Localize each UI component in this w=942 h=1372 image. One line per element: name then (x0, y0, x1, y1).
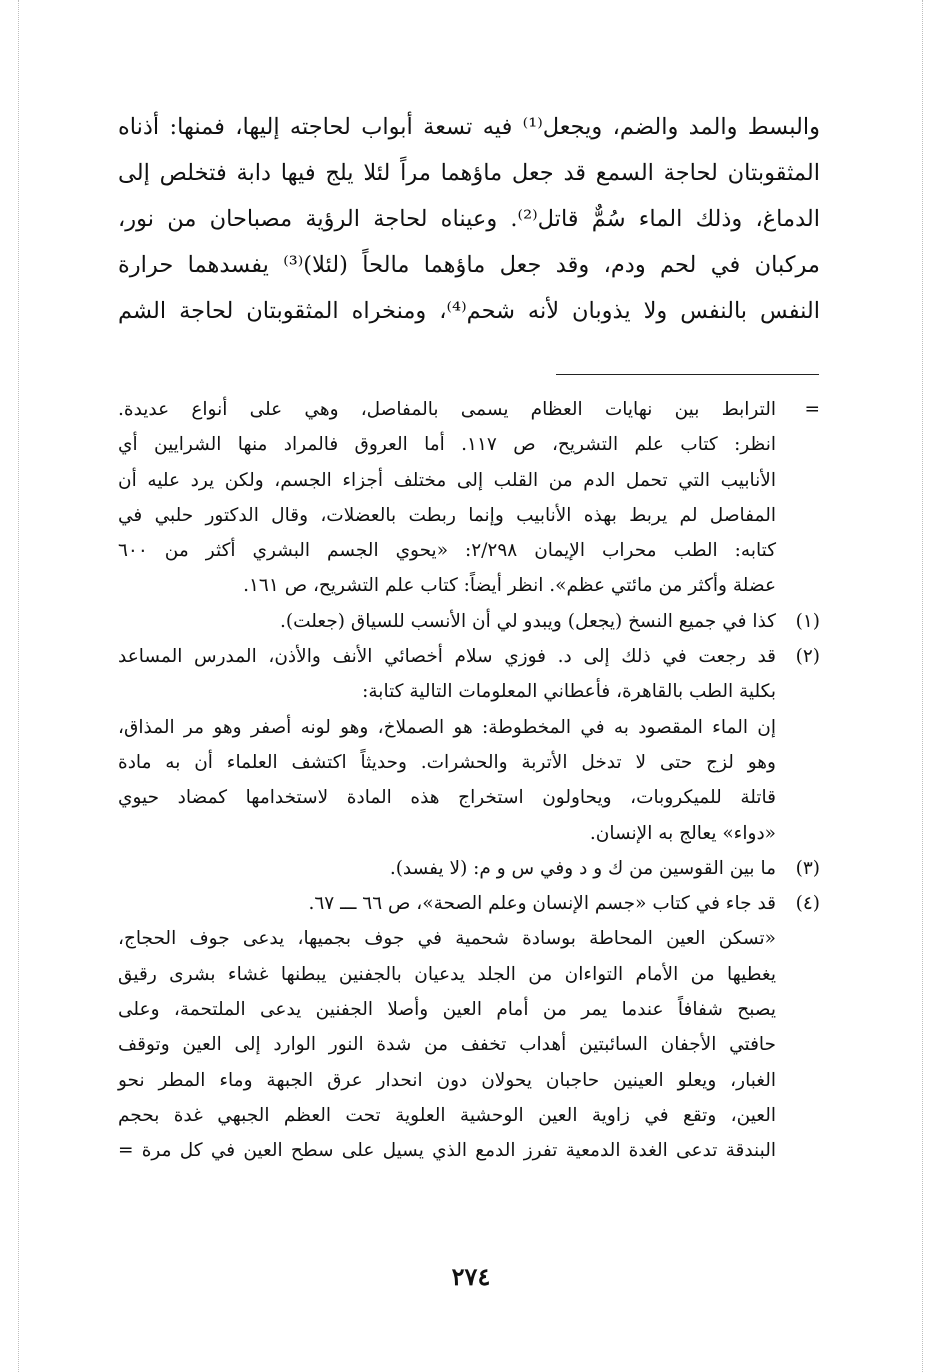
right-edge-dots (922, 0, 924, 1372)
footnote-line (118, 392, 820, 427)
footnote-marker: (٢) (795, 646, 820, 668)
footnote-text: وهو لزج حتى لا تدخل الأتربة والحشرات. وحديثاً اكتشف العلماء أن به مادة (118, 751, 776, 773)
footnote-line (118, 780, 820, 815)
footnote-line (118, 1063, 820, 1098)
footnote-line (118, 639, 820, 674)
footnote-separator (556, 374, 819, 375)
body-line-4: مركبان في لحم ودم، وقد جعل ماؤهما مالحاً (لئلا)⁽³⁾ يفسدهما حرارة (118, 252, 820, 278)
footnote-line (118, 921, 820, 956)
footnote-line (118, 498, 820, 533)
footnote-text: المفاصل لم يربط بهذه الأنابيب وإنما ربطت بالعضلات، وقال الدكتور حلبي في (118, 504, 776, 526)
body-line-1: والبسط والمد والضم، ويجعل⁽¹⁾ فيه تسعة أبواب لحاجته إليها، فمنها: أذناه (118, 114, 820, 140)
footnote-marker: (١) (795, 610, 820, 632)
footnote-text: قد جاء في كتاب «جسم الإنسان وعلم الصحة»، ص ٦٦ ـــ ٦٧. (308, 893, 776, 915)
left-edge-dots (18, 0, 20, 1372)
main-text (118, 104, 820, 334)
footnote-text: كذا في جميع النسخ (يجعل) ويبدو لي أن الأنسب للسياق (جعلت). (280, 610, 776, 632)
footnote-text: إن الماء المقصود به في المخطوطة: هو الصملاخ، وهو لونه أصفر وهو مر المذاق، (118, 716, 776, 738)
footnote-marker: (٣) (795, 857, 820, 879)
footnote-text: «تسكن العين المحاطة بوسادة شحمية في جوف بجميها، يدعى جوف الحجاج، (118, 928, 776, 950)
footnote-text: قاتلة للميكروبات، ويحاولون استخراج هذه المادة لاستخدامها كمضاد حيوي (118, 787, 776, 809)
footnote-text: العين، وتقع في زاوية العين الوحشية العلوية تحت العظم الجبهي غدة بحجم (118, 1104, 776, 1126)
footnote-text: الأنابيب التي تحمل الدم من القلب إلى مختلف أجزاء الجسم، ولكن يرد عليه أن (118, 469, 776, 491)
footnote-line (118, 710, 820, 745)
footnote-line (118, 604, 820, 639)
footnote-line (118, 427, 820, 462)
body-line-2: المثقوبتان لحاجة السمع قد جعل ماؤهما مراً لئلا يلج فيها دابة فتخلص إلى (118, 160, 820, 186)
footnote-text: «دواء» يعالج به الإنسان. (589, 822, 776, 844)
footnote-text: بكلية الطب بالقاهرة، فأعطاني المعلومات التالية كتابة: (362, 681, 776, 703)
footnote-line (118, 745, 820, 780)
footnote-marker: (٤) (795, 893, 820, 915)
page-number: ٢٧٤ (451, 1262, 491, 1291)
footnote-line (118, 1027, 820, 1062)
footnote-text: يغطيها من الأمام التواءان من الجلد يدعيان بالجفنين يبطنها غشاء بشرى رقيق (118, 963, 776, 985)
footnote-line (118, 533, 820, 568)
footnote-line (118, 816, 820, 851)
footnote-text: البندقة تدعى الغدة الدمعية تفرز الدمع الذي يسيل على سطح العين في كل مرة = (118, 1140, 776, 1162)
footnote-line (118, 1098, 820, 1133)
footnote-text: الغبار، ويعلو العينين حاجبان يحولان دون انحدار عرق الجبهة وماء المطر نحو (118, 1069, 776, 1091)
footnote-line (118, 851, 820, 886)
footnote-line (118, 957, 820, 992)
footnote-line (118, 886, 820, 921)
body-line-3: الدماغ، وذلك الماء سُمٌّ قاتل⁽²⁾. وعيناه لحاجة الرؤية مصباحان من نور، (118, 206, 820, 232)
footnote-line (118, 1133, 820, 1168)
footnote-line (118, 463, 820, 498)
footnote-text: انظر: كتاب علم التشريح، ص ١١٧. أما العروق فالمراد منها الشرايين أي (118, 434, 776, 456)
footnotes (118, 392, 820, 1169)
footnote-text: الترابط بين نهايات العظام يسمى بالمفاصل، وهي على أنواع عديدة. (118, 399, 776, 420)
body-line-5: النفس بالنفس ولا يذوبان لأنه شحم⁽⁴⁾، ومنخراه المثقوبتان لحاجة الشم (118, 298, 820, 324)
footnote-text: قد رجعت في ذلك إلى د. فوزي سلام أخصائي الأنف والأذن، المدرس المساعد (118, 646, 776, 668)
footnote-text: كتابه: الطب محراب الإيمان ٢/٢٩٨: «يحوي الجسم البشري أكثر من ٦٠٠ (118, 540, 777, 562)
footnote-text: ما بين القوسين من ك و د وفي س و م: (لا يفسد). (389, 857, 776, 879)
footnote-line (118, 992, 820, 1027)
footnote-text: حافتي الأجفان السائبتين أهداب تخفف من شدة النور الوارد إلى العين وتوقف (118, 1034, 776, 1056)
footnote-line (118, 674, 820, 709)
footnote-text: عضلة وأكثر من مائتي عظم». انظر أيضاً: كتاب علم التشريح، ص ١٦١. (243, 575, 776, 597)
footnote-line (118, 568, 820, 603)
footnote-text: يصبح شفافاً عندما يمر من أمام العين وأصلا الجفنين يدعى الملتحمة، وعلى (118, 999, 776, 1021)
footnote-marker: = (804, 399, 820, 420)
